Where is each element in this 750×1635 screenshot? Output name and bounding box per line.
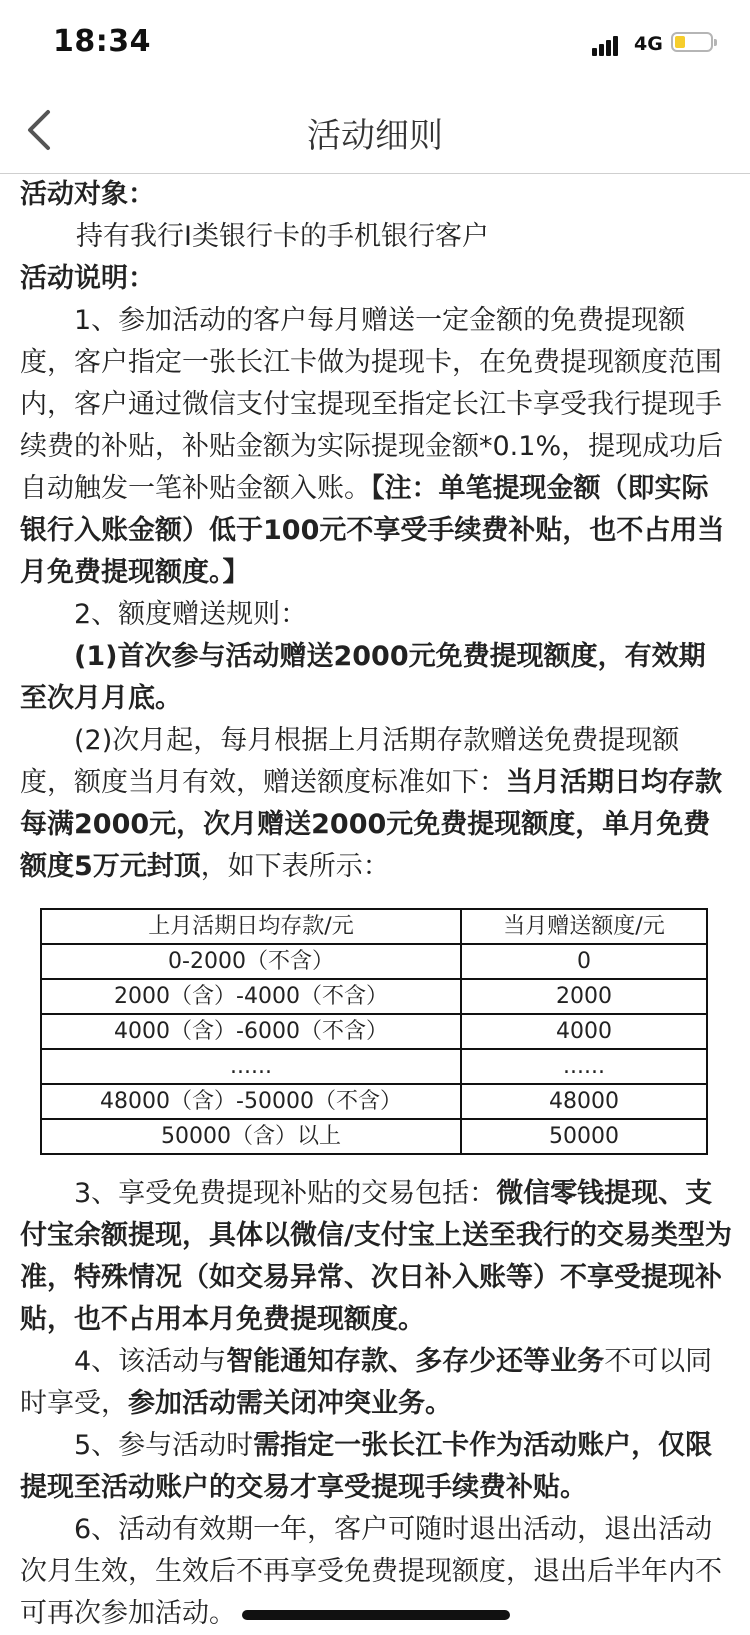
rule-item-2-2-prefix: (2)次月起，每月根据上月活期存款赠送免费提现额度，额度当月有效，赠送额度标准如下：: [20, 725, 680, 798]
table-cell: 0-2000（不含）: [41, 944, 461, 979]
table-row: [41, 1119, 707, 1154]
rule-item-2-2-bold: 当月活期日均存款每满2000元，次月赠送2000元免费提现额度，单月免费额度5万元封顶: [20, 767, 722, 882]
table-row: [41, 979, 707, 1014]
rule-item-2-1-text: (1)首次参与活动赠送2000元免费提现额度，有效期至次月月底。: [20, 641, 706, 714]
table-row: [41, 1084, 707, 1119]
rule-item-2-2: [20, 720, 732, 888]
table-header-row: [41, 909, 707, 944]
signal-icon: [592, 34, 626, 56]
table-row: [41, 944, 707, 979]
rule-item-4: [20, 1341, 732, 1425]
description-heading: 活动说明：: [20, 263, 155, 294]
rule-item-2-title: 2、额度赠送规则：: [74, 599, 308, 630]
rule-item-2-2-suffix: ，如下表所示：: [200, 851, 390, 882]
status-bar: [0, 0, 750, 88]
rule-item-5: [20, 1425, 732, 1509]
rule-item-6: 6、活动有效期一年，客户可随时退出活动，退出活动次月生效，生效后不再享受免费提现额度，退出后半年内不可再次参加活动。: [20, 1514, 722, 1629]
rule-item-1-note: 【注：单笔提现金额（即实际银行入账金额）低于100元不享受手续费补贴，也不占用当月免费提现额度。】: [20, 473, 725, 588]
table-header: 上月活期日均存款/元: [41, 909, 461, 944]
table-cell: 50000（含）以上: [41, 1119, 461, 1154]
rule-item-3-prefix: 3、享受免费提现补贴的交易包括：: [74, 1178, 497, 1209]
table-cell: 50000: [461, 1119, 707, 1154]
table-header: 当月赠送额度/元: [461, 909, 707, 944]
rule-item-4-prefix: 4、该活动与: [74, 1346, 227, 1377]
table-cell: 4000: [461, 1014, 707, 1049]
quota-table: [40, 908, 708, 1155]
rule-item-2-1: [20, 636, 732, 720]
rule-item-4-middle: 不可以同时享受，: [20, 1346, 713, 1419]
rule-item-1-text: 1、参加活动的客户每月赠送一定金额的免费提现额度，客户指定一张长江卡做为提现卡，在免费提现额度范围内，客户通过微信支付宝提现至指定长江卡享受我行提现手续费的补贴，补贴金额为实际提现金额*0.1%，提现成功后自动触发一笔补贴金额入账。: [20, 305, 724, 504]
status-time: 18:34: [53, 24, 151, 59]
network-type: 4G: [634, 33, 663, 55]
table-cell: ......: [41, 1049, 461, 1084]
table-cell: 4000（含）-6000（不含）: [41, 1014, 461, 1049]
table-cell: 0: [461, 944, 707, 979]
table-cell: 2000: [461, 979, 707, 1014]
table-row: [41, 1014, 707, 1049]
rule-item-4-bold2: 参加活动需关闭冲突业务。: [128, 1388, 452, 1419]
page-title: 活动细则: [307, 116, 443, 156]
table-row: [41, 1049, 707, 1084]
rule-item-1: [20, 300, 732, 594]
rule-item-3: [20, 1173, 732, 1341]
table-cell: ......: [461, 1049, 707, 1084]
table-cell: 48000（含）-50000（不含）: [41, 1084, 461, 1119]
battery-icon: [671, 32, 713, 52]
rule-item-3-bold: 微信零钱提现、支付宝余额提现，具体以微信/支付宝上送至我行的交易类型为准，特殊情况（如交易异常、次日补入账等）不享受提现补贴，也不占用本月免费提现额度。: [20, 1178, 732, 1335]
rules-content: [20, 174, 732, 1635]
rule-item-5-prefix: 5、参与活动时: [74, 1430, 254, 1461]
table-cell: 48000: [461, 1084, 707, 1119]
target-heading: 活动对象：: [20, 179, 155, 210]
rule-item-4-bold1: 智能通知存款、多存少还等业务: [226, 1346, 605, 1377]
nav-bar: [0, 88, 750, 174]
target-text: 持有我行I类银行卡的手机银行客户: [76, 221, 489, 252]
rule-item-5-bold: 需指定一张长江卡作为活动账户，仅限提现至活动账户的交易才享受提现手续费补贴。: [20, 1430, 713, 1503]
home-indicator[interactable]: [242, 1610, 510, 1620]
table-cell: 2000（含）-4000（不含）: [41, 979, 461, 1014]
